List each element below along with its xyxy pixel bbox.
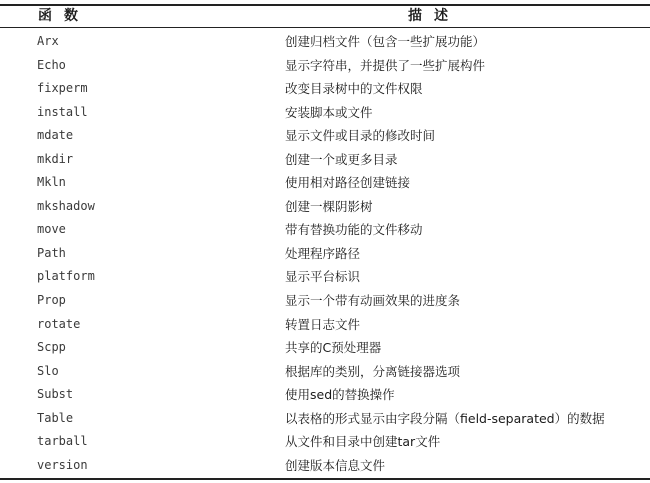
table-row xyxy=(0,124,650,148)
function-description: 显示字符串，并提供了一些扩展构件 xyxy=(285,57,486,73)
function-description: 以表格的形式显示由字段分隔（field-separated）的数据 xyxy=(285,410,605,426)
table-row xyxy=(0,360,650,384)
function-name: Slo xyxy=(37,363,59,378)
table-header-rule xyxy=(0,27,650,28)
function-name: Prop xyxy=(37,293,66,308)
header-function: 函数 xyxy=(38,8,90,24)
function-name: Echo xyxy=(37,57,66,72)
table-row xyxy=(0,313,650,337)
function-description: 从文件和目录中创建tar文件 xyxy=(285,434,441,450)
function-description: 处理程序路径 xyxy=(285,245,361,261)
function-name: version xyxy=(37,457,88,472)
table-body xyxy=(0,30,650,477)
function-description: 创建版本信息文件 xyxy=(285,457,386,473)
function-name: mkshadow xyxy=(37,198,95,213)
function-description: 带有替换功能的文件移动 xyxy=(285,222,423,238)
table-row xyxy=(0,336,650,360)
function-name: fixperm xyxy=(37,81,88,96)
table-header-row xyxy=(0,6,650,27)
table-row xyxy=(0,195,650,219)
function-description: 显示平台标识 xyxy=(285,269,361,285)
table-row xyxy=(0,218,650,242)
table-row xyxy=(0,242,650,266)
function-description: 使用sed的替换操作 xyxy=(285,387,395,403)
function-description: 根据库的类别，分离链接器选项 xyxy=(285,363,461,379)
function-name: install xyxy=(37,104,88,119)
table-row xyxy=(0,30,650,54)
function-name: mkdir xyxy=(37,151,74,166)
table-bottom-rule xyxy=(0,478,650,480)
table-row xyxy=(0,101,650,125)
function-description: 创建一棵阴影树 xyxy=(285,198,373,214)
function-name: Path xyxy=(37,245,66,260)
function-description: 改变目录树中的文件权限 xyxy=(285,81,423,97)
function-name: Scpp xyxy=(37,340,66,355)
table-row xyxy=(0,54,650,78)
table-row xyxy=(0,430,650,454)
function-description: 显示一个带有动画效果的进度条 xyxy=(285,293,461,309)
function-name: Subst xyxy=(37,387,74,402)
function-name: Arx xyxy=(37,34,59,48)
function-name: mdate xyxy=(37,128,74,143)
table-row xyxy=(0,289,650,313)
function-name: move xyxy=(37,222,66,237)
function-description: 共享的C预处理器 xyxy=(285,340,382,356)
table-row xyxy=(0,171,650,195)
function-description: 创建一个或更多目录 xyxy=(285,151,398,167)
table-row xyxy=(0,265,650,289)
table-row xyxy=(0,148,650,172)
function-description: 显示文件或目录的修改时间 xyxy=(285,128,436,144)
function-description: 安装脚本或文件 xyxy=(285,104,373,120)
table-row xyxy=(0,454,650,478)
function-name: tarball xyxy=(37,434,88,449)
table-row xyxy=(0,383,650,407)
function-description: 创建归档文件（包含一些扩展功能） xyxy=(285,34,486,49)
header-description: 描述 xyxy=(408,8,460,24)
function-name: rotate xyxy=(37,316,81,331)
table-row xyxy=(0,77,650,101)
function-description: 转置日志文件 xyxy=(285,316,361,332)
function-name: platform xyxy=(37,269,95,284)
function-name: Mkln xyxy=(37,175,66,190)
function-description: 使用相对路径创建链接 xyxy=(285,175,411,191)
function-name: Table xyxy=(37,410,74,425)
table-row xyxy=(0,407,650,431)
